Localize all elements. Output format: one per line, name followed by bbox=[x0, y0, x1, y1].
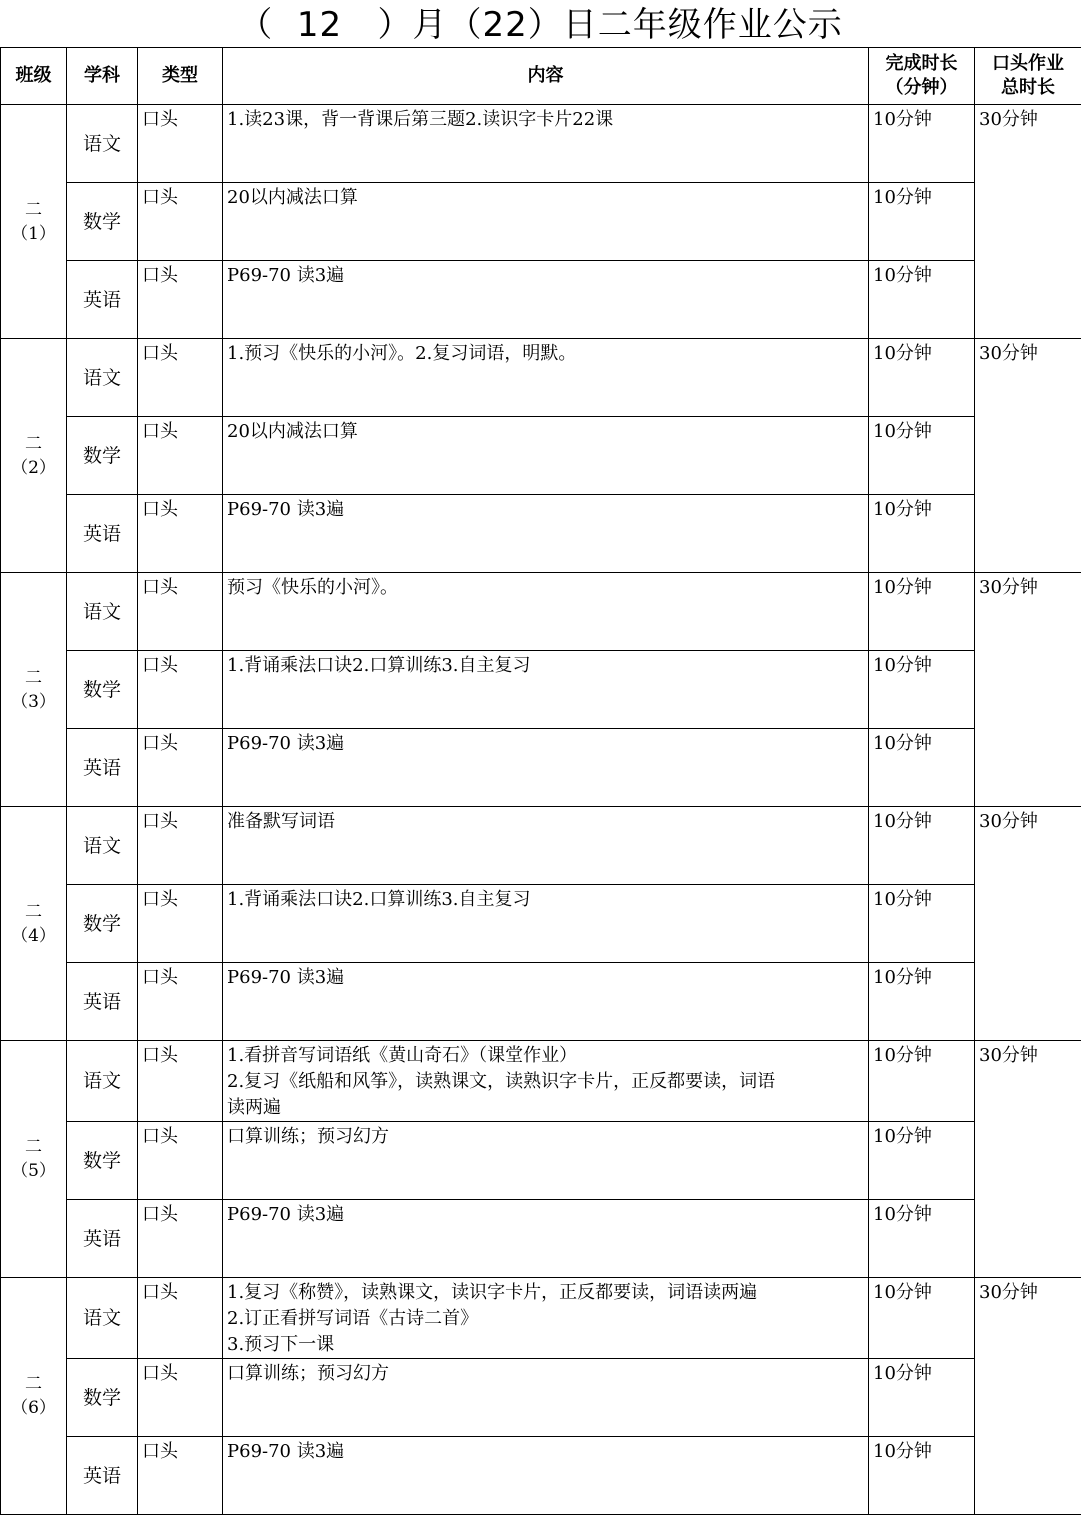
type-cell: 口头 bbox=[138, 963, 223, 1041]
duration-cell: 10分钟 bbox=[869, 1200, 975, 1278]
table-row bbox=[1, 1122, 1081, 1200]
content-line: 2.复习《纸船和风筝》，读熟课文，读熟识字卡片，正反都要读，词语 bbox=[227, 1069, 868, 1095]
subject-cell: 数学 bbox=[67, 1359, 138, 1437]
type-cell: 口头 bbox=[138, 339, 223, 417]
content-cell bbox=[223, 1437, 869, 1515]
header-row bbox=[1, 48, 1081, 105]
subject-cell: 语文 bbox=[67, 105, 138, 183]
type-cell: 口头 bbox=[138, 183, 223, 261]
subject-cell: 数学 bbox=[67, 885, 138, 963]
class-number: （3） bbox=[1, 690, 66, 714]
type-cell: 口头 bbox=[138, 807, 223, 885]
content-line: 2.订正看拼写词语《古诗二首》 bbox=[227, 1306, 868, 1332]
duration-cell: 10分钟 bbox=[869, 963, 975, 1041]
type-cell: 口头 bbox=[138, 105, 223, 183]
table-row bbox=[1, 261, 1081, 339]
table-row bbox=[1, 573, 1081, 651]
total-duration-cell: 30分钟 bbox=[975, 339, 1081, 573]
table-row bbox=[1, 885, 1081, 963]
subject-cell: 英语 bbox=[67, 1200, 138, 1278]
content-line: 1.读23课，背一背课后第三题2.读识字卡片22课 bbox=[227, 107, 868, 133]
type-cell: 口头 bbox=[138, 495, 223, 573]
subject-cell: 数学 bbox=[67, 651, 138, 729]
total-duration-cell: 30分钟 bbox=[975, 105, 1081, 339]
content-cell bbox=[223, 1359, 869, 1437]
content-line: P69-70 读3遍 bbox=[227, 1202, 868, 1228]
content-line: 准备默写词语 bbox=[227, 809, 868, 835]
type-cell: 口头 bbox=[138, 1278, 223, 1359]
duration-cell: 10分钟 bbox=[869, 495, 975, 573]
duration-cell: 10分钟 bbox=[869, 1278, 975, 1359]
class-cell bbox=[1, 339, 67, 573]
duration-cell: 10分钟 bbox=[869, 183, 975, 261]
table-row bbox=[1, 963, 1081, 1041]
class-cell bbox=[1, 573, 67, 807]
table-row bbox=[1, 1041, 1081, 1122]
content-cell bbox=[223, 261, 869, 339]
header-type: 类型 bbox=[138, 48, 223, 105]
type-cell: 口头 bbox=[138, 1437, 223, 1515]
class-number: （1） bbox=[1, 222, 66, 246]
total-duration-cell: 30分钟 bbox=[975, 807, 1081, 1041]
header-subject: 学科 bbox=[67, 48, 138, 105]
type-cell: 口头 bbox=[138, 729, 223, 807]
content-line: 1.背诵乘法口诀2.口算训练3.自主复习 bbox=[227, 887, 868, 913]
duration-cell: 10分钟 bbox=[869, 885, 975, 963]
class-grade: 二 bbox=[1, 1135, 66, 1159]
type-cell: 口头 bbox=[138, 1122, 223, 1200]
content-cell bbox=[223, 807, 869, 885]
duration-cell: 10分钟 bbox=[869, 105, 975, 183]
content-cell bbox=[223, 105, 869, 183]
content-cell bbox=[223, 495, 869, 573]
class-grade: 二 bbox=[1, 666, 66, 690]
content-cell bbox=[223, 651, 869, 729]
header-total-line1: 口头作业 bbox=[975, 52, 1081, 76]
duration-cell: 10分钟 bbox=[869, 651, 975, 729]
duration-cell: 10分钟 bbox=[869, 807, 975, 885]
header-class: 班级 bbox=[1, 48, 67, 105]
class-cell bbox=[1, 1041, 67, 1278]
content-cell bbox=[223, 1041, 869, 1122]
duration-cell: 10分钟 bbox=[869, 1359, 975, 1437]
type-cell: 口头 bbox=[138, 1041, 223, 1122]
type-cell: 口头 bbox=[138, 1359, 223, 1437]
content-line: 口算训练；预习幻方 bbox=[227, 1361, 868, 1387]
type-cell: 口头 bbox=[138, 1200, 223, 1278]
subject-cell: 语文 bbox=[67, 339, 138, 417]
table-row bbox=[1, 1359, 1081, 1437]
type-cell: 口头 bbox=[138, 573, 223, 651]
content-line: 1.预习《快乐的小河》。2.复习词语，明默。 bbox=[227, 341, 868, 367]
table-row bbox=[1, 807, 1081, 885]
content-cell bbox=[223, 417, 869, 495]
subject-cell: 语文 bbox=[67, 1278, 138, 1359]
subject-cell: 数学 bbox=[67, 1122, 138, 1200]
total-duration-cell: 30分钟 bbox=[975, 1041, 1081, 1278]
content-cell bbox=[223, 1122, 869, 1200]
content-line: 20以内减法口算 bbox=[227, 419, 868, 445]
type-cell: 口头 bbox=[138, 261, 223, 339]
table-row bbox=[1, 417, 1081, 495]
header-duration bbox=[869, 48, 975, 105]
header-duration-line2: （分钟） bbox=[869, 76, 974, 100]
subject-cell: 数学 bbox=[67, 183, 138, 261]
type-cell: 口头 bbox=[138, 651, 223, 729]
class-number: （6） bbox=[1, 1396, 66, 1420]
content-line: P69-70 读3遍 bbox=[227, 965, 868, 991]
duration-cell: 10分钟 bbox=[869, 1122, 975, 1200]
content-line: P69-70 读3遍 bbox=[227, 1439, 868, 1465]
content-line: 读两遍 bbox=[227, 1095, 868, 1121]
duration-cell: 10分钟 bbox=[869, 261, 975, 339]
class-grade: 二 bbox=[1, 198, 66, 222]
class-cell bbox=[1, 105, 67, 339]
class-number: （2） bbox=[1, 456, 66, 480]
table-row bbox=[1, 1200, 1081, 1278]
class-cell bbox=[1, 807, 67, 1041]
total-duration-cell: 30分钟 bbox=[975, 573, 1081, 807]
content-cell bbox=[223, 1200, 869, 1278]
page-title: （ 12 ）月（22）日二年级作业公示 bbox=[0, 0, 1081, 47]
content-line: 1.背诵乘法口诀2.口算训练3.自主复习 bbox=[227, 653, 868, 679]
content-cell bbox=[223, 573, 869, 651]
subject-cell: 英语 bbox=[67, 261, 138, 339]
content-cell bbox=[223, 885, 869, 963]
content-line: 口算训练；预习幻方 bbox=[227, 1124, 868, 1150]
subject-cell: 语文 bbox=[67, 573, 138, 651]
homework-table bbox=[0, 47, 1081, 1515]
type-cell: 口头 bbox=[138, 417, 223, 495]
table-row bbox=[1, 1437, 1081, 1515]
subject-cell: 英语 bbox=[67, 495, 138, 573]
content-line: P69-70 读3遍 bbox=[227, 263, 868, 289]
content-line: 1.看拼音写词语纸《黄山奇石》（课堂作业） bbox=[227, 1043, 868, 1069]
content-cell bbox=[223, 729, 869, 807]
subject-cell: 英语 bbox=[67, 1437, 138, 1515]
content-cell bbox=[223, 339, 869, 417]
class-number: （5） bbox=[1, 1159, 66, 1183]
type-cell: 口头 bbox=[138, 885, 223, 963]
duration-cell: 10分钟 bbox=[869, 1041, 975, 1122]
content-line: 预习《快乐的小河》。 bbox=[227, 575, 868, 601]
subject-cell: 语文 bbox=[67, 807, 138, 885]
class-grade: 二 bbox=[1, 1372, 66, 1396]
total-duration-cell: 30分钟 bbox=[975, 1278, 1081, 1515]
content-cell bbox=[223, 1278, 869, 1359]
table-row bbox=[1, 105, 1081, 183]
header-content: 内容 bbox=[223, 48, 869, 105]
duration-cell: 10分钟 bbox=[869, 339, 975, 417]
content-line: P69-70 读3遍 bbox=[227, 497, 868, 523]
class-grade: 二 bbox=[1, 432, 66, 456]
subject-cell: 英语 bbox=[67, 963, 138, 1041]
content-line: 3.预习下一课 bbox=[227, 1332, 868, 1358]
duration-cell: 10分钟 bbox=[869, 573, 975, 651]
header-duration-line1: 完成时长 bbox=[869, 52, 974, 76]
subject-cell: 语文 bbox=[67, 1041, 138, 1122]
table-row bbox=[1, 183, 1081, 261]
content-line: 20以内减法口算 bbox=[227, 185, 868, 211]
duration-cell: 10分钟 bbox=[869, 1437, 975, 1515]
subject-cell: 数学 bbox=[67, 417, 138, 495]
subject-cell: 英语 bbox=[67, 729, 138, 807]
table-row bbox=[1, 339, 1081, 417]
content-cell bbox=[223, 963, 869, 1041]
table-row bbox=[1, 729, 1081, 807]
table-row bbox=[1, 1278, 1081, 1359]
table-body bbox=[1, 105, 1081, 1515]
header-total bbox=[975, 48, 1081, 105]
content-line: P69-70 读3遍 bbox=[227, 731, 868, 757]
class-number: （4） bbox=[1, 924, 66, 948]
table-row bbox=[1, 495, 1081, 573]
class-grade: 二 bbox=[1, 900, 66, 924]
content-line: 1.复习《称赞》，读熟课文，读识字卡片，正反都要读，词语读两遍 bbox=[227, 1280, 868, 1306]
class-cell bbox=[1, 1278, 67, 1515]
header-total-line2: 总时长 bbox=[975, 76, 1081, 100]
table-row bbox=[1, 651, 1081, 729]
duration-cell: 10分钟 bbox=[869, 729, 975, 807]
content-cell bbox=[223, 183, 869, 261]
duration-cell: 10分钟 bbox=[869, 417, 975, 495]
